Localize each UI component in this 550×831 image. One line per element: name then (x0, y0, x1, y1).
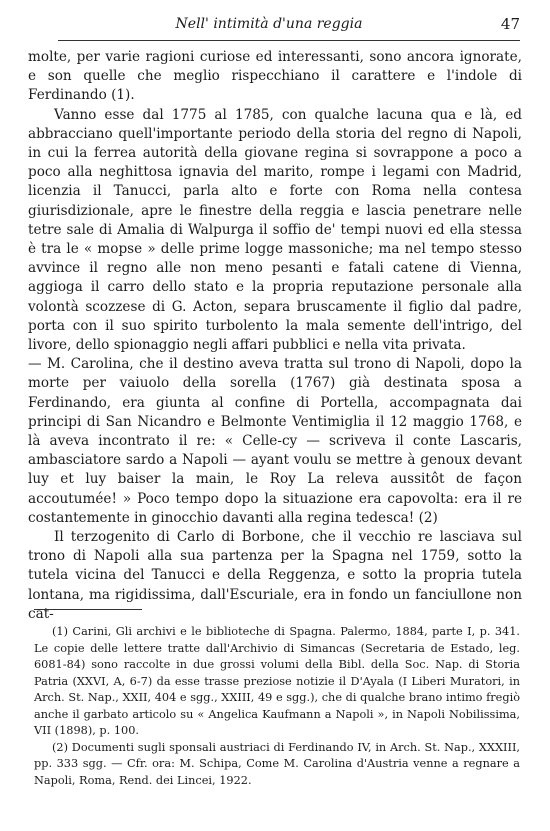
page-number: 47 (500, 15, 520, 33)
paragraph: Vanno esse dal 1775 al 1785, con qualche lacuna qua e là, ed abbracciano quell'importante periodo della storia del regno di Napoli, in cui la ferrea autorità della giovane regina si sovrappone a poco a poco alla neghittosa ignavia del marito, rompe i legami con Madrid, licenzia il Tanucci, parla alto e forte con Roma nella contesa giurisdizionale, apre le finestre della reggia e lascia penetrare nelle tetre sale di Amalia di Walpurga il soffio de' tempi nuovi ed ella stessa è tra le « mopse » delle prime logge massoniche; ma nel tempo stesso avvince il regno alle non meno pesanti e fatali catene di Vienna, aggioga il carro dello stato e la propria reputazione personale alla volontà scozzese di G. Acton, separa bruscamente il figlio dal padre, porta con il suo spirito turbolento la mala semente dell'intrigo, del livore, dello spionaggio negli affari pubblici e nella vita privata. (28, 106, 522, 354)
main-text (28, 48, 522, 624)
footnote: (2) Documenti sugli sponsali austriaci di Ferdinando IV, in Arch. St. Nap., XXXIII, pp. 333 sgg. — Cfr. ora: M. Schipa, Come M. Carolina d'Austria venne a regnare a Napoli, Roma, Rend. dei Lincei, 1922. (34, 740, 520, 787)
paragraph: molte, per varie ragioni curiose ed interessanti, sono ancora ignorate, e son quelle che meglio rispecchiano il carattere e l'indole di Ferdinando (1). (28, 49, 522, 104)
page-header (58, 14, 520, 41)
paragraph: — M. Carolina, che il destino aveva tratta sul trono di Napoli, dopo la morte per vaiuolo della sorella (1767) già destinata sposa a Ferdinando, era giunta al confine di Portella, accompagnata dai principi di San Nicandro e Belmonte Ventimiglia il 12 maggio 1768, e là aveva incontrato il re: « Celle-cy — scriveva il conte Lascaris, ambasciatore sardo a Napoli — ayant voulu se mettre à genoux devant luy et luy baiser la main, le Roy La releva aussitôt de façon accoutumée! » Poco tempo dopo la situazione era capovolta: era il re costantemente in ginocchio davanti alla regina tedesca! (2) (28, 356, 522, 526)
running-title: Nell' intimità d'una reggia (175, 16, 363, 32)
footnote: (1) Carini, Gli archivi e le biblioteche di Spagna. Palermo, 1884, parte I, p. 341. Le copie delle lettere tratte dall'Archivio di Simancas (Secretaria de Estado, leg. 6081-84) sono raccolte in due grossi volumi della Bibl. della Soc. Nap. di Storia Patria (XXVI, A, 6-7) da esse trasse preziose notizie il D'Ayala (I Liberi Muratori, in Arch. St. Nap., XXII, 404 e sgg., XXIII, 49 e sgg.), che di qualche brano intimo fregiò anche il garbato articolo su « Angelica Kaufmann a Napoli », in Napoli Nobilissima, VII (1898), p. 100. (34, 625, 520, 737)
paragraph: Il terzogenito di Carlo di Borbone, che il vecchio re lasciava sul trono di Napoli alla sua partenza per la Spagna nel 1759, sotto la tutela vicina del Tanucci e della Reggenza, e sotto la propria tutela lontana, ma rigidissima, dall'Escuriale, era in fondo un fanciullone non cat- (28, 529, 522, 622)
footnote-separator (34, 609, 142, 610)
footnotes (34, 624, 520, 789)
